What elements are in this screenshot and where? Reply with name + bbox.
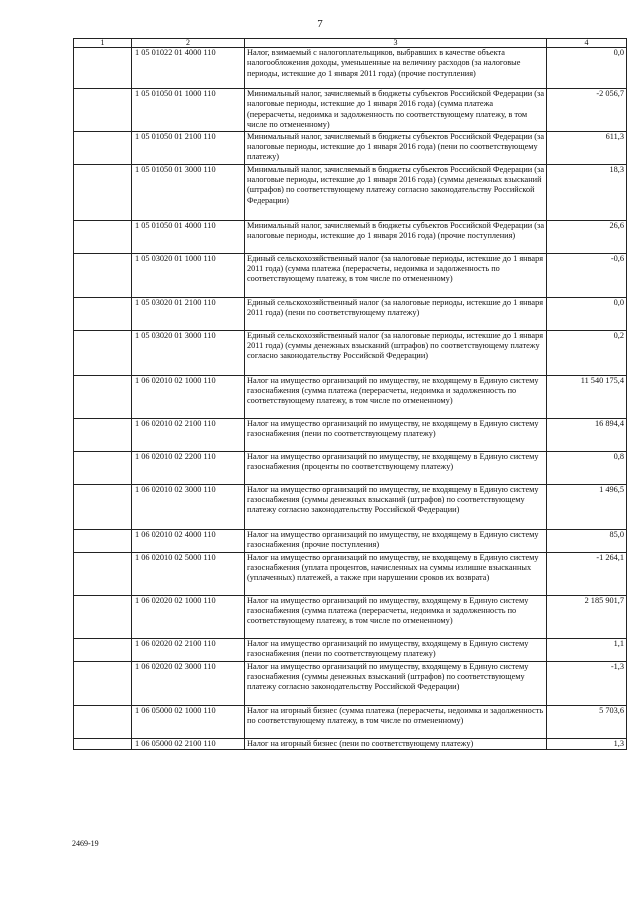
table-row <box>74 297 627 330</box>
row-empty-cell <box>74 705 132 738</box>
amount-cell: 0,8 <box>547 451 627 484</box>
table-row <box>74 638 627 661</box>
description-cell: Налог на имущество организаций по имуществу, не входящему в Единую систему газоснабжения (проценты по соответствующему платежу) <box>245 451 547 484</box>
budget-code-cell: 1 05 03020 01 3000 110 <box>132 330 245 375</box>
amount-cell: 0,0 <box>547 297 627 330</box>
description-cell: Минимальный налог, зачисляемый в бюджеты субъектов Российской Федерации (за налоговые периоды, истекшие до 1 января 2016 года) (пени по соответствующему платежу) <box>245 131 547 164</box>
amount-cell: -0,6 <box>547 253 627 297</box>
row-empty-cell <box>74 89 132 132</box>
table-row <box>74 131 627 164</box>
description-cell: Налог на имущество организаций по имуществу, не входящему в Единую систему газоснабжения (прочие поступления) <box>245 529 547 552</box>
table-row <box>74 552 627 595</box>
description-cell: Единый сельскохозяйственный налог (за налоговые периоды, истекшие до 1 января 2011 года) (суммы денежных взысканий (штрафов) по соответствующему платежу согласно законодательству Российской Федерации) <box>245 330 547 375</box>
row-empty-cell <box>74 220 132 253</box>
table-body <box>74 48 627 750</box>
row-empty-cell <box>74 375 132 418</box>
budget-code-cell: 1 06 02010 02 1000 110 <box>132 375 245 418</box>
budget-code-cell: 1 06 02010 02 2200 110 <box>132 451 245 484</box>
amount-cell: -1,3 <box>547 661 627 705</box>
row-empty-cell <box>74 297 132 330</box>
table-row <box>74 330 627 375</box>
budget-code-cell: 1 05 01050 01 4000 110 <box>132 220 245 253</box>
row-empty-cell <box>74 451 132 484</box>
page-number: 7 <box>317 18 323 30</box>
row-empty-cell <box>74 330 132 375</box>
row-empty-cell <box>74 164 132 220</box>
amount-cell: 85,0 <box>547 529 627 552</box>
amount-cell: -2 056,7 <box>547 89 627 132</box>
table-row <box>74 738 627 749</box>
table-row <box>74 705 627 738</box>
amount-cell: 18,3 <box>547 164 627 220</box>
budget-code-cell: 1 06 02010 02 4000 110 <box>132 529 245 552</box>
description-cell: Налог на имущество организаций по имуществу, не входящему в Единую систему газоснабжения (суммы денежных взысканий (штрафов) по соответствующему платежу согласно законодательству Российской Федерации) <box>245 484 547 529</box>
column-header: 1 <box>74 39 132 48</box>
budget-code-cell: 1 05 01050 01 3000 110 <box>132 164 245 220</box>
amount-cell: 0,2 <box>547 330 627 375</box>
budget-code-cell: 1 06 02010 02 2100 110 <box>132 418 245 451</box>
row-empty-cell <box>74 48 132 89</box>
description-cell: Налог на имущество организаций по имуществу, входящему в Единую систему газоснабжения (пени по соответствующему платежу) <box>245 638 547 661</box>
amount-cell: 16 894,4 <box>547 418 627 451</box>
budget-code-cell: 1 05 01022 01 4000 110 <box>132 48 245 89</box>
table-header-row <box>74 39 627 48</box>
budget-code-cell: 1 06 05000 02 1000 110 <box>132 705 245 738</box>
table-row <box>74 484 627 529</box>
row-empty-cell <box>74 738 132 749</box>
table-row <box>74 529 627 552</box>
amount-cell: 5 703,6 <box>547 705 627 738</box>
column-header: 3 <box>245 39 547 48</box>
description-cell: Минимальный налог, зачисляемый в бюджеты субъектов Российской Федерации (за налоговые периоды, истекшие до 1 января 2016 года) (суммы денежных взысканий (штрафов) по соответствующему платежу согласно законодательству Российской Федерации) <box>245 164 547 220</box>
amount-cell: 1 496,5 <box>547 484 627 529</box>
column-header: 2 <box>132 39 245 48</box>
row-empty-cell <box>74 484 132 529</box>
table-row <box>74 375 627 418</box>
description-cell: Налог на игорный бизнес (сумма платежа (перерасчеты, недоимка и задолженность по соответствующему платежу, в том числе по отмененному) <box>245 705 547 738</box>
description-cell: Налог на имущество организаций по имуществу, не входящему в Единую систему газоснабжения (сумма платежа (перерасчеты, недоимка и задолженность по соответствующему платежу, в том числе по отмененному) <box>245 375 547 418</box>
budget-code-cell: 1 06 02020 02 3000 110 <box>132 661 245 705</box>
table-row <box>74 220 627 253</box>
budget-code-cell: 1 06 05000 02 2100 110 <box>132 738 245 749</box>
description-cell: Налог на имущество организаций по имуществу, входящему в Единую систему газоснабжения (суммы денежных взысканий (штрафов) по соответствующему платежу согласно законодательству Российской Федерации) <box>245 661 547 705</box>
table-row <box>74 595 627 638</box>
amount-cell: 611,3 <box>547 131 627 164</box>
table-row <box>74 164 627 220</box>
table-row <box>74 89 627 132</box>
description-cell: Единый сельскохозяйственный налог (за налоговые периоды, истекшие до 1 января 2011 года) (сумма платежа (перерасчеты, недоимка и задолженность по соответствующему платежу, в том числе по отмененному) <box>245 253 547 297</box>
row-empty-cell <box>74 418 132 451</box>
budget-code-cell: 1 05 01050 01 1000 110 <box>132 89 245 132</box>
description-cell: Налог на имущество организаций по имуществу, не входящему в Единую систему газоснабжения (пени по соответствующему платежу) <box>245 418 547 451</box>
row-empty-cell <box>74 529 132 552</box>
budget-code-cell: 1 05 03020 01 1000 110 <box>132 253 245 297</box>
description-cell: Единый сельскохозяйственный налог (за налоговые периоды, истекшие до 1 января 2011 года) (пени по соответствующему платежу) <box>245 297 547 330</box>
budget-code-cell: 1 06 02020 02 2100 110 <box>132 638 245 661</box>
description-cell: Налог на игорный бизнес (пени по соответствующему платежу) <box>245 738 547 749</box>
table-row <box>74 48 627 89</box>
column-header: 4 <box>547 39 627 48</box>
budget-code-cell: 1 06 02010 02 5000 110 <box>132 552 245 595</box>
row-empty-cell <box>74 661 132 705</box>
table-row <box>74 253 627 297</box>
amount-cell: 11 540 175,4 <box>547 375 627 418</box>
amount-cell: 26,6 <box>547 220 627 253</box>
description-cell: Налог на имущество организаций по имуществу, входящему в Единую систему газоснабжения (сумма платежа (перерасчеты, недоимка и задолженность по соответствующему платежу, в том числе по отмененному) <box>245 595 547 638</box>
row-empty-cell <box>74 552 132 595</box>
table-row <box>74 661 627 705</box>
amount-cell: 0,0 <box>547 48 627 89</box>
revenue-table <box>73 38 627 750</box>
row-empty-cell <box>74 595 132 638</box>
row-empty-cell <box>74 638 132 661</box>
budget-code-cell: 1 05 03020 01 2100 110 <box>132 297 245 330</box>
footer-code: 2469-19 <box>72 839 99 848</box>
budget-code-cell: 1 05 01050 01 2100 110 <box>132 131 245 164</box>
amount-cell: 1,3 <box>547 738 627 749</box>
description-cell: Налог на имущество организаций по имуществу, не входящему в Единую систему газоснабжения (уплата процентов, начисленных на суммы излишне взысканных (уплаченных) платежей, а также при нарушении сроков их возврата) <box>245 552 547 595</box>
table-row <box>74 418 627 451</box>
description-cell: Минимальный налог, зачисляемый в бюджеты субъектов Российской Федерации (за налоговые периоды, истекшие до 1 января 2016 года) (сумма платежа (перерасчеты, недоимка и задолженность по соответствующему платежу, в том числе по отмененному) <box>245 89 547 132</box>
row-empty-cell <box>74 253 132 297</box>
description-cell: Минимальный налог, зачисляемый в бюджеты субъектов Российской Федерации (за налоговые периоды, истекшие до 1 января 2016 года) (прочие поступления) <box>245 220 547 253</box>
row-empty-cell <box>74 131 132 164</box>
budget-code-cell: 1 06 02020 02 1000 110 <box>132 595 245 638</box>
description-cell: Налог, взимаемый с налогоплательщиков, выбравших в качестве объекта налогообложения доходы, уменьшенные на величину расходов (за налоговые периоды, истекшие до 1 января 2011 года) (прочие поступления) <box>245 48 547 89</box>
amount-cell: 2 185 901,7 <box>547 595 627 638</box>
amount-cell: -1 264,1 <box>547 552 627 595</box>
budget-code-cell: 1 06 02010 02 3000 110 <box>132 484 245 529</box>
table-row <box>74 451 627 484</box>
amount-cell: 1,1 <box>547 638 627 661</box>
